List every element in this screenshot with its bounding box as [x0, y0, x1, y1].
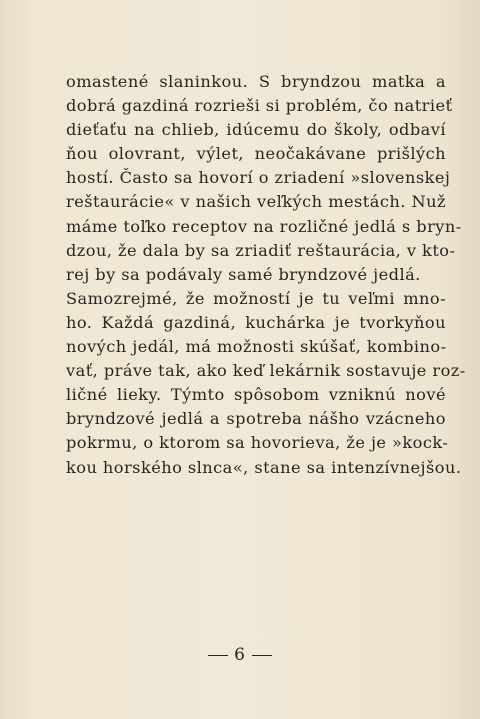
text-line: nových jedál, má možnosti skúšať, kombino- — [66, 337, 447, 357]
text-line: Samozrejmé, že možností je tu veľmi mno- — [66, 288, 446, 308]
text-line: ho. Každá gazdiná, kuchárka je tvorkyňou — [66, 312, 446, 332]
text-line: ňou olovrant, výlet, neočakávane prišlých — [66, 144, 446, 164]
dash-right — [252, 655, 272, 656]
dash-left — [208, 655, 228, 656]
text-line: pokrmu, o ktorom sa hovorieva, že je »kock- — [66, 433, 449, 453]
text-line: kou horského slnca«, stane sa intenzívnejšou. — [66, 457, 462, 477]
text-line: dieťaťu na chlieb, idúcemu do školy, odbaví — [66, 120, 446, 140]
text-line: vať, práve tak, ako keď lekárnik sostavuje roz- — [66, 361, 466, 381]
page-footer — [0, 645, 480, 665]
text-line: dobrá gazdiná rozrieši si problém, čo natrieť — [66, 96, 453, 116]
text-line: bryndzové jedlá a spotreba nášho vzácneho — [66, 409, 446, 429]
text-line: reštaurácie« v našich veľkých mestách. Nuž — [66, 192, 446, 212]
page-number: 6 — [234, 645, 246, 665]
text-line: rej by sa podávaly samé bryndzové jedlá. — [66, 264, 421, 284]
text-line: omastené slaninkou. S bryndzou matka a — [66, 72, 446, 91]
text-line: hostí. Často sa hovorí o zriadení »slovenskej — [66, 168, 451, 188]
text-line: dzou, že dala by sa zriadiť reštaurácia, v kto- — [66, 240, 456, 260]
text-line: ličné lieky. Týmto spôsobom vzniknú nové — [66, 385, 446, 405]
body-text — [66, 70, 466, 480]
text-line: máme toľko receptov na rozličné jedlá s bryn- — [66, 216, 462, 236]
